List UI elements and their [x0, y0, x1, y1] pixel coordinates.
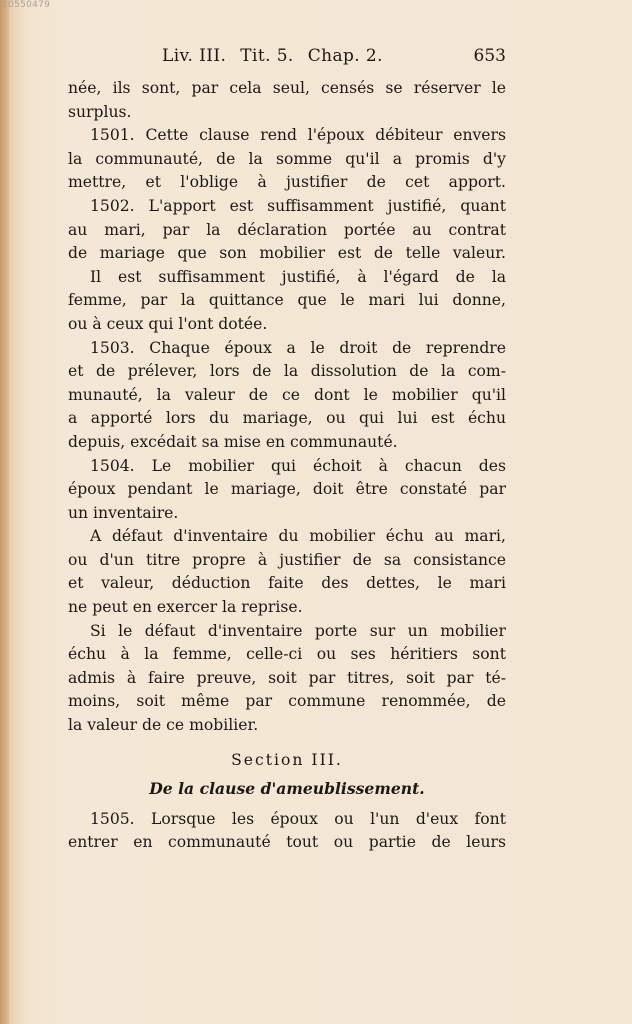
text-line: la communauté, de la somme qu'il a promis d'y: [68, 149, 506, 168]
text-line: moins, soit même par commune renommée, de: [68, 692, 506, 711]
text-line: échu à la femme, celle-ci ou ses héritiers sont: [68, 645, 506, 664]
text-line: a apporté lors du mariage, ou qui lui est échu: [68, 409, 506, 428]
text-line: femme, par la quittance que le mari lui donne,: [68, 291, 506, 310]
page-number: 653: [473, 46, 506, 66]
text-line: un inventaire.: [68, 503, 179, 522]
text-line: surplus.: [68, 102, 132, 121]
text-line: mettre, et l'oblige à justifier de cet apport.: [68, 173, 506, 192]
section-subheading: De la clause d'ameublissement.: [149, 778, 425, 798]
text-line: époux pendant le mariage, doit être constaté par: [68, 480, 506, 499]
text-line: née, ils sont, par cela seul, censés se réserver le: [68, 79, 506, 97]
text-line: ou d'un titre propre à justifier de sa consistance: [68, 550, 506, 569]
article-1504-line: 1504. Le mobilier qui échoit à chacun des: [90, 456, 506, 475]
text-line: Si le défaut d'inventaire porte sur un mobilier: [90, 621, 506, 640]
article-1503-line: 1503. Chaque époux a le droit de reprendre: [90, 338, 506, 357]
page-spine-edge: [0, 0, 9, 1024]
text-line: de mariage que son mobilier est de telle valeur.: [68, 244, 506, 263]
article-1505-line: 1505. Lorsque les époux ou l'un d'eux font: [90, 809, 506, 828]
text-line: Il est suffisamment justifié, à l'égard de la: [90, 267, 506, 286]
section-heading: Section III.: [231, 750, 343, 769]
text-line: admis à faire preuve, soit par titres, soit par té-: [68, 668, 506, 687]
catalog-id: 10550479: [2, 0, 51, 10]
text-line: munauté, la valeur de ce dont le mobilier qu'il: [68, 385, 506, 404]
running-head-title-number: Tit. 5.: [240, 46, 294, 66]
text-line: A défaut d'inventaire du mobilier échu au mari,: [90, 527, 506, 546]
running-head: [68, 46, 506, 70]
text-line: depuis, excédait sa mise en communauté.: [68, 432, 398, 451]
running-head-chapter: Chap. 2.: [307, 46, 383, 66]
running-head-title: [162, 46, 397, 66]
text-line: la valeur de ce mobilier.: [68, 716, 259, 735]
text-line: et valeur, déduction faite des dettes, le mari: [68, 574, 506, 593]
body-text: [68, 77, 506, 855]
text-line: entrer en communauté tout ou partie de leurs: [68, 833, 506, 852]
running-head-book: Liv. III.: [162, 46, 227, 66]
text-line: au mari, par la déclaration portée au contrat: [68, 220, 506, 239]
article-1502-line: 1502. L'apport est suffisamment justifié, quant: [90, 196, 506, 215]
text-line: ou à ceux qui l'ont dotée.: [68, 314, 268, 333]
text-line: ne peut en exercer la reprise.: [68, 598, 303, 617]
article-1501-line: 1501. Cette clause rend l'époux débiteur envers: [90, 126, 506, 145]
text-line: et de prélever, lors de la dissolution de la com-: [68, 362, 506, 381]
